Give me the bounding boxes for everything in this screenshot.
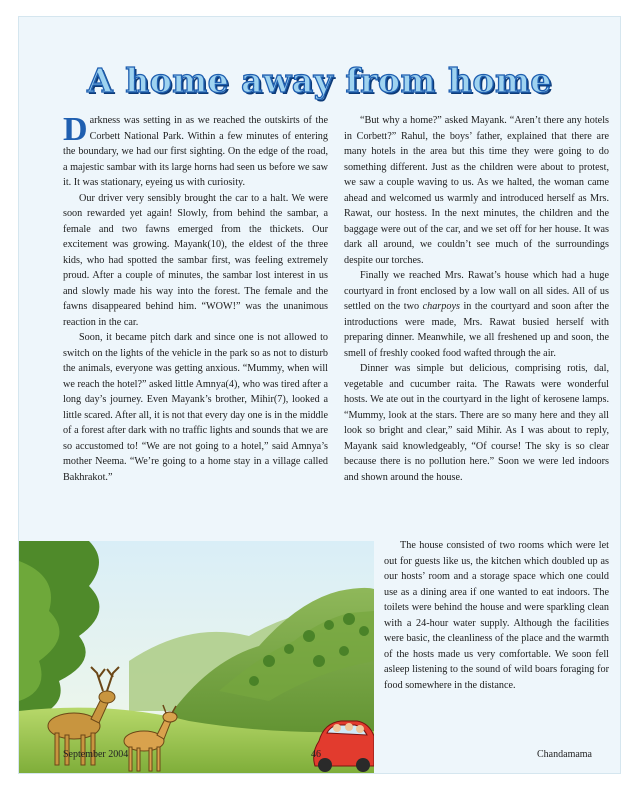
article-title: A home away from home — [87, 61, 552, 100]
drop-cap: D — [63, 111, 88, 148]
paragraph-3: Soon, it became pitch dark and since one is not allowed to switch on the lights of the vehicle in the park so as not to disturb the animals, everyone was getting anxious. “Mummy, when will we reach the hotel?” asked little Amnya(4), who was tired after a long day’s journey. Even Mayank’s brother, Mihir(7), looked a little scared. After all, it is not that every day one is in the middle of a forest after dark with no traffic lights and sounds that we are so accustomed to! “We are not going to a hotel,” said Amnya’s mother Neema. “We’re going to a home stay in a village called Bakhrakot.” — [63, 332, 328, 483]
paragraph-5-text-b: in the courtyard and soon after the introductions were made, Mrs. Rawat busied herself with preparing dinner. Meanwhile, we all freshened up and soon, the smell of freshly cooked food wafted through the air. — [344, 301, 610, 359]
paragraph-6: Dinner was simple but delicious, comprising rotis, dal, vegetable and cucumber raita. The Rawats were wonderful hosts. We ate out in the courtyard in the light of kerosene lamps. “Mummy, look at the stars. There are so many here and they all look so bright and clear,” said Mihir. As I was about to reply, Mayank said knowledgeably, “Of course! The sky is so clear because there is no pollution here.” Soon we were led indoors and shown around the house. — [344, 363, 609, 483]
paragraph-5-text-a: Finally we reached Mrs. Rawat’s house which had a huge courtyard in front enclosed by a low wall on all sides. All of us settled on the two — [344, 270, 609, 312]
paragraph-5 — [344, 268, 609, 361]
magazine-page — [18, 16, 621, 774]
footer-date: September 2004 — [63, 749, 129, 760]
column-left — [63, 113, 328, 485]
footer-page-number: 46 — [311, 749, 321, 760]
paragraph-2: Our driver very sensibly brought the car to a halt. We were soon rewarded yet again! Slowly, from behind the sambar, a female and two fawns emerged from the thickets. Our excitement was growing. Mayank(10), the eldest of the three kids, who had spotted the sambar first, was feeling extremely proud. After a couple of minutes, the sambar lost interest in us and slowly made his way into the forest. The female and the fawns disappeared behind him. “WOW!” was the unanimous reaction in the car. — [63, 192, 328, 328]
footer-magazine-name: Chandamama — [537, 749, 592, 760]
paragraph-4: “But why a home?” asked Mayank. “Aren’t there any hotels in Corbett?” Rahul, the boys’ father, explained that there are many hotels in the area but this time they were going to do something different. Just as the children were about to protest, we saw a couple waving to us. As we halted, the woman came ahead and welcomed us warmly and introduced herself as Mrs. Rawat, our hostess. In the next minutes, the children and the baggage were out of the car, and we set off for her house. It was dark all around, we couldn’t see much of the surroundings despite our torches. — [344, 115, 609, 266]
column-right — [344, 113, 609, 485]
paragraph-7: The house consisted of two rooms which were let out for guests like us, the kitchen which doubled up as our hosts’ room and a storage space which one could use as a dining area if one wanted to eat indoors. The toilets were behind the house and were sparkling clean with a 24-hour water supply. Although the facilities were basic, the cleanliness of the place and the warmth of the hosts made us very comfortable. We soon fell asleep listening to the sound of wild boars foraging for food somewhere in the distance. — [384, 540, 609, 691]
charpoys-word: charpoys — [422, 301, 460, 312]
column-bottom-right — [384, 538, 609, 693]
forest-illustration — [19, 541, 374, 773]
paragraph-1 — [63, 113, 328, 191]
paragraph-1-text: arkness was setting in as we reached the outskirts of the Corbett National Park. Within a few minutes of entering the boundary, we had our first sighting. On the edge of the road, a majestic sambar with its large horns had seen us before we saw it. It was stationary, eyeing us with curiosity. — [63, 115, 328, 188]
